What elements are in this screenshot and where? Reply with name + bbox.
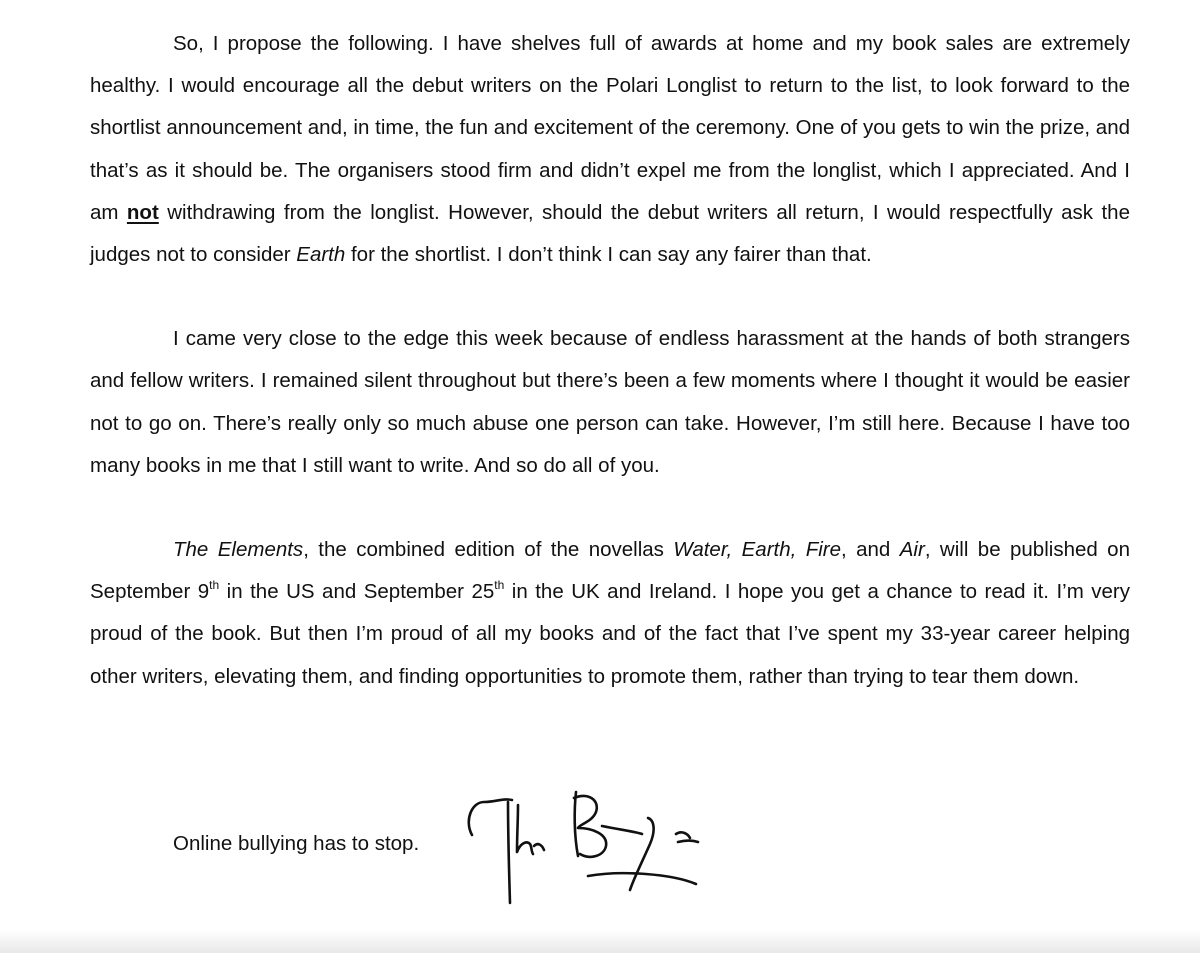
paragraph-3-text-c: , will be published on September 9 <box>90 538 1130 604</box>
paragraph-3-text-b: , and <box>841 538 900 562</box>
novella-title-air: Air <box>899 538 925 562</box>
paragraph-1-text-b: withdrawing from the longlist. However, should the debut writers all return, I would respectfully ask the judges not to consider <box>90 200 1130 267</box>
paragraph-polari-longlist <box>90 23 1130 276</box>
book-title-earth: Earth <box>296 243 346 267</box>
page-bottom-edge <box>0 930 1200 953</box>
paragraph-3-text-d: in the US and September 25 <box>219 580 495 604</box>
handwritten-signature-icon <box>462 790 712 910</box>
novella-titles: Water, Earth, Fire <box>673 538 842 562</box>
ordinal-suffix-2: th <box>494 578 505 593</box>
book-title-the-elements: The Elements <box>173 538 304 562</box>
paragraph-3-text-e: in the UK and Ireland. I hope you get a chance to read it. I’m very proud of the book. But then I’m proud of all my books and of the fact that I’ve spent my 33-year career helping other writers, elevating them, and finding opportunities to promote them, rather than trying to tear them down. <box>90 580 1131 688</box>
paragraph-1-text-c: for the shortlist. I don’t think I can say any fairer than that. <box>345 243 872 267</box>
paragraph-harassment: I came very close to the edge this week because of endless harassment at the hands of both strangers and fellow writers. I remained silent throughout but there’s been a few moments where I thought it would be easier not to go on. There’s really only so much abuse one person can take. However, I’m still here. Because I have too many books in me that I still want to write. And so do all of you. <box>90 327 1130 477</box>
paragraph-3-text-a: , the combined edition of the novellas <box>303 538 674 562</box>
emphasized-not: not <box>126 200 159 224</box>
letter-body <box>90 23 1130 698</box>
closing-line: Online bullying has to stop. <box>173 832 420 855</box>
ordinal-suffix-1: th <box>209 578 220 593</box>
paragraph-the-elements <box>90 529 1130 698</box>
paragraph-1-text-a: So, I propose the following. I have shelves full of awards at home and my book sales are extremely healthy. I would encourage all the debut writers on the Polari Longlist to return to the list, to look forward to the shortlist announcement and, in time, the fun and excitement of the ceremony. One of you gets to win the prize, and that’s as it should be. The organisers stood firm and didn’t expel me from the longlist, which I appreciated. And I am <box>90 32 1130 224</box>
